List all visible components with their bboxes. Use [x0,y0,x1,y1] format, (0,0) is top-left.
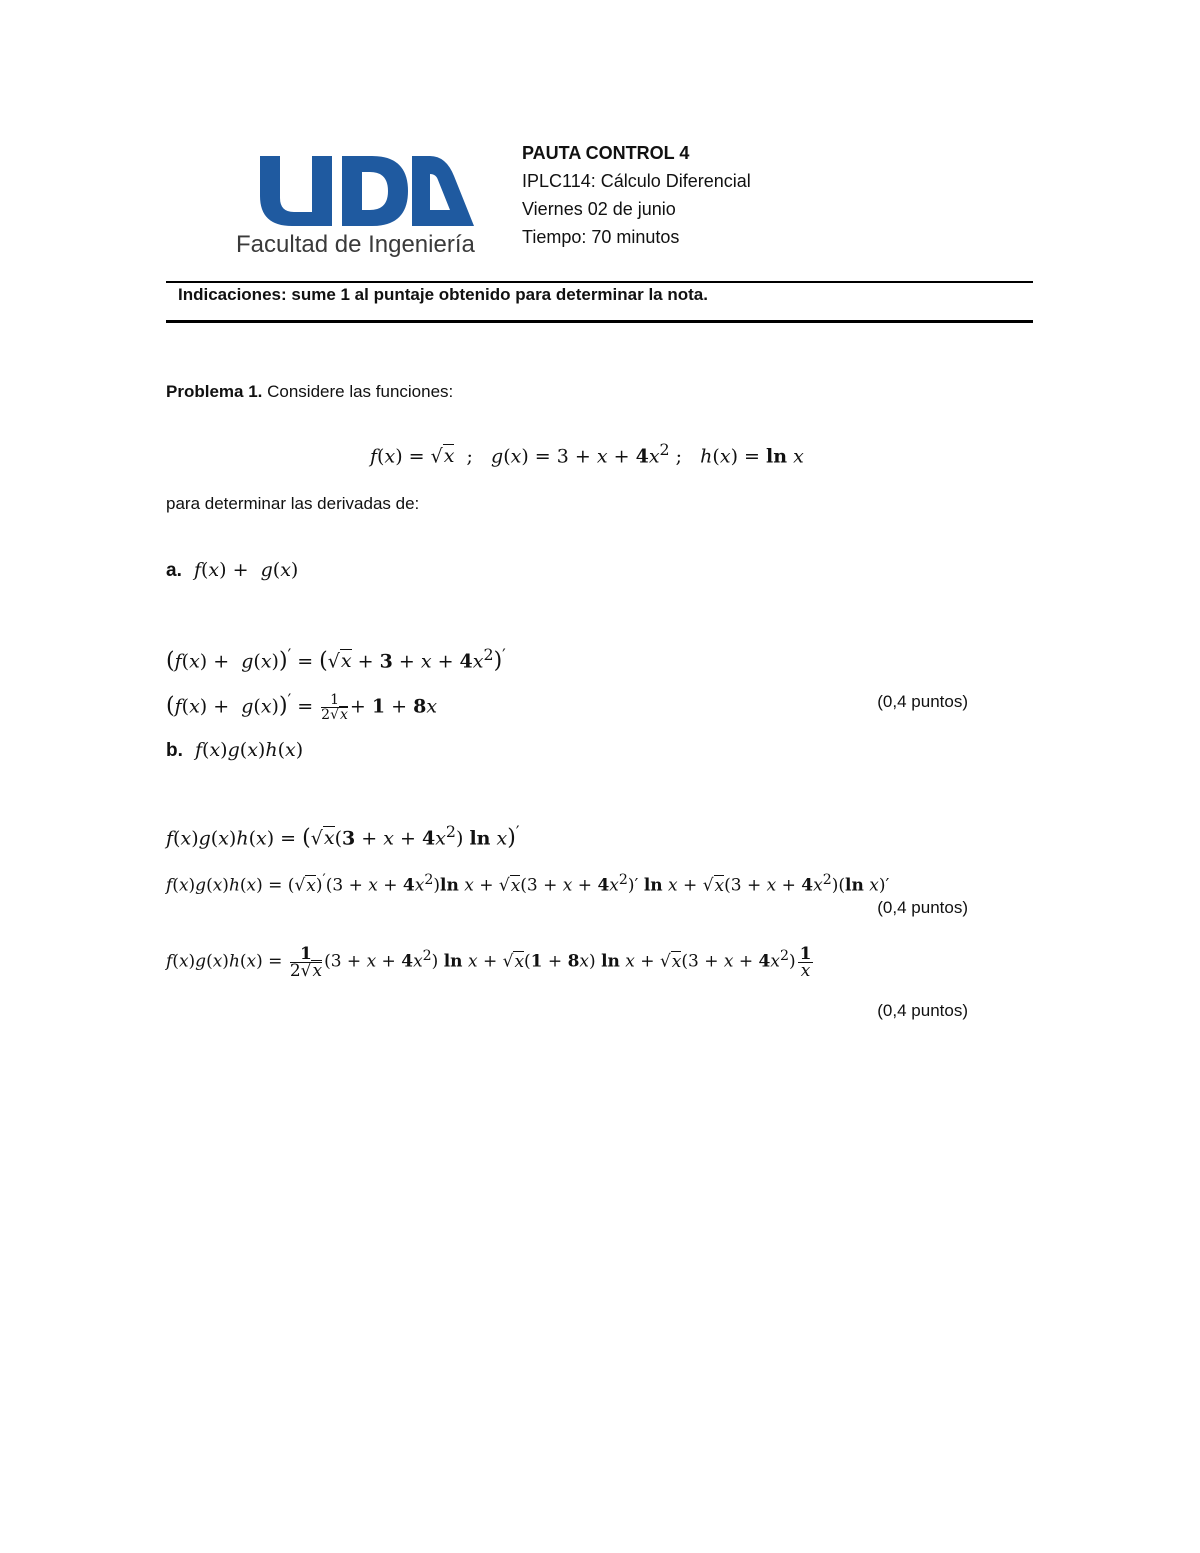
function-definitions: f(x) = √x ; $g(x) = 3 + x + 4x^2$ ; h(x) = ln x [370,440,804,468]
points-part-a: (0,4 puntos) [877,692,968,711]
bottom-divider [166,320,1033,323]
exam-duration: Tiempo: 70 minutos [522,227,680,247]
part-b-step-1: $f(x)g(x)h(x) = (√x(3 + x + 4x^2)$ ln x)′ [166,822,520,851]
part-a-step-2: (f(x) + g(x))′ = $\frac{1}{2√x}$ + 1 + 8x [166,690,438,723]
udd-logo [236,152,476,262]
problem-after: para determinar las derivadas de: [166,494,420,513]
points-part-b-step-3: (0,4 puntos) [877,1001,968,1020]
course-name: IPLC114: Cálculo Diferencial [522,171,751,191]
part-b-step-2: $f(x)g(x)h(x) = (√x)'(3 + x + 4x^2)\ln$ $x + √x(3 + x + 4x^2)'$ $\ln x + √x(3 + x + 4x^2)(\ln$ x)′ [166,872,890,896]
document-title: PAUTA CONTROL 4 [522,143,690,163]
instructions: Indicaciones: sume 1 al puntaje obtenido para determinar la nota. [178,285,708,304]
part-a-step-1: $(f(x) + g(x))' = (√x + 3 + x + 4x^2)'$ [166,645,506,674]
part-a-heading: a. f(x) + g(x) [166,559,299,581]
top-divider [166,281,1033,283]
part-b-label: b. [166,740,183,761]
problem-label: Problema 1. [166,382,263,401]
points-part-b-step-2: (0,4 puntos) [877,898,968,917]
logo-subtitle: Facultad de Ingeniería [236,231,475,258]
problem-statement [166,382,453,402]
part-b-step-3: f(x)g(x)h(x) = $\frac{1}{2√x}$ $(3 + x + 4x^2)$ ln x + √x(1 + 8x) $\ln x + √x(3 + x + 4x^2)$ $\frac{1}{x}$ [166,943,812,981]
problem-intro: Considere las funciones: [267,382,454,401]
part-b-heading: b. f(x)g(x)h(x) [166,739,304,761]
exam-date: Viernes 02 de junio [522,199,676,219]
part-a-label: a. [166,560,182,581]
